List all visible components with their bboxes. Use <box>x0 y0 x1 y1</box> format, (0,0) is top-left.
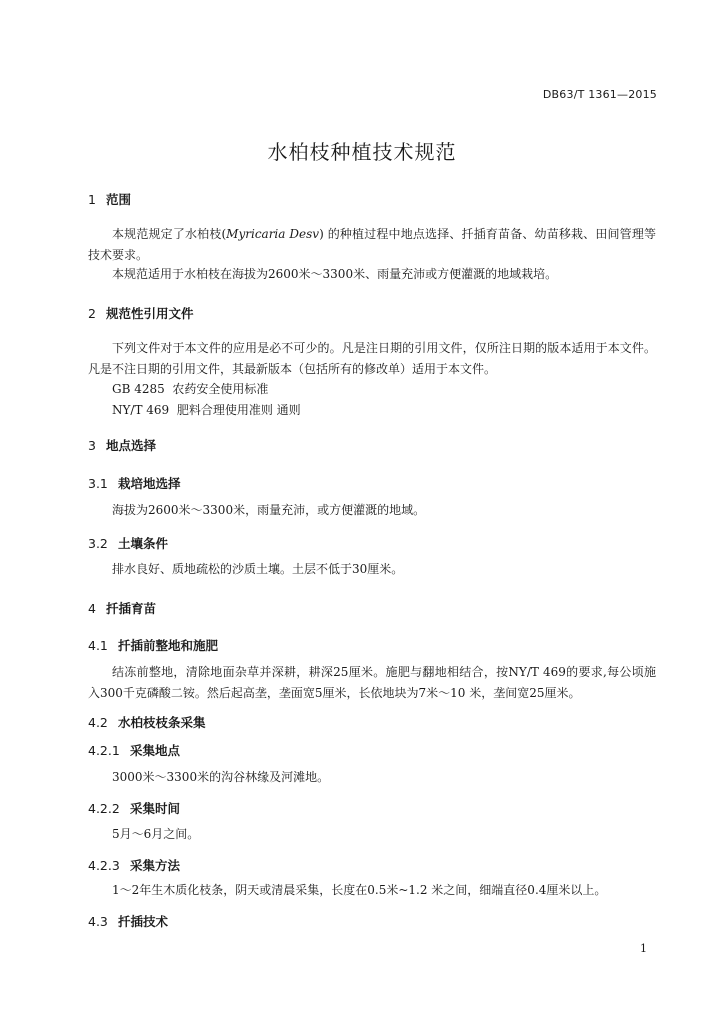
paragraph-3-2: 排水良好、质地疏松的沙质土壤。土层不低于30厘米。 <box>112 562 404 576</box>
section-number: 4.2.1 <box>88 743 120 758</box>
section-number: 4.3 <box>88 914 108 929</box>
subsection-heading-4-3 <box>88 912 168 930</box>
paragraph-references: 下列文件对于本文件的应用是必不可少的。凡是注日期的引用文件，仅所注日期的版本适用于本文件。凡是不注日期的引用文件，其最新版本（包括所有的修改单）适用于本文件。 <box>88 341 656 376</box>
section-title: 扦插育苗 <box>106 601 157 616</box>
section-title: 采集地点 <box>130 743 181 758</box>
section-title: 土壤条件 <box>118 536 169 551</box>
section-title: 采集时间 <box>130 801 181 816</box>
subsection-heading-4-2-2 <box>88 799 180 817</box>
section-number: 4 <box>88 601 96 616</box>
section-title: 规范性引用文件 <box>106 306 194 321</box>
section-number: 4.2.3 <box>88 858 120 873</box>
section-heading-3 <box>88 436 156 454</box>
section-title: 扦插技术 <box>118 914 169 929</box>
document-title: 水柏枝种植技术规范 <box>267 140 457 164</box>
paragraph-4-2-3: 1～2年生木质化枝条，阴天或清晨采集，长度在0.5米~1.2 米之间，细端直径0.4厘米以上。 <box>112 883 607 897</box>
section-title: 栽培地选择 <box>118 476 181 491</box>
section-number: 3.1 <box>88 476 108 491</box>
paragraph-3-1: 海拔为2600米～3300米，雨量充沛，或方便灌溉的地域。 <box>112 503 426 517</box>
section-number: 3 <box>88 438 96 453</box>
scope-text-before: 本规范规定了水柏枝( <box>112 227 227 241</box>
paragraph-scope-2: 本规范适用于水柏枝在海拔为2600米～3300米、雨量充沛或方便灌溉的地域栽培。 <box>112 267 558 281</box>
section-title: 地点选择 <box>106 438 157 453</box>
reference-item-2: NY/T 469 肥料合理使用准则 通则 <box>112 403 301 417</box>
reference-item-1: GB 4285 农药安全使用标准 <box>112 382 269 396</box>
paragraph-4-1: 结冻前整地，清除地面杂草并深耕，耕深25厘米。施肥与翻地相结合，按NY/T 469的要求,每公顷施入300千克磷酸二铵。然后起高垄，垄面宽5厘米，长依地块为7米～10 米，垄间宽25厘米。 <box>88 665 656 700</box>
section-number: 4.2 <box>88 715 108 730</box>
paragraph-scope-1 <box>88 224 656 266</box>
section-number: 1 <box>88 192 96 207</box>
section-number: 4.1 <box>88 638 108 653</box>
subsection-heading-4-2 <box>88 713 206 731</box>
section-number: 3.2 <box>88 536 108 551</box>
subsection-heading-3-2 <box>88 534 168 552</box>
subsection-heading-3-1 <box>88 474 181 492</box>
section-title: 采集方法 <box>130 858 181 873</box>
page-number: 1 <box>640 942 647 955</box>
section-heading-1 <box>88 190 131 208</box>
latin-name: Myricaria Desv <box>226 227 320 241</box>
scope-text-after: ) 的种植过程中地点选择、扦插育苗备、幼苗移栽、田间管理等技术要求。 <box>88 227 657 262</box>
section-heading-4 <box>88 599 156 617</box>
section-title: 扦插前整地和施肥 <box>118 638 219 653</box>
section-title: 范围 <box>106 192 132 207</box>
section-number: 2 <box>88 306 96 321</box>
subsection-heading-4-2-3 <box>88 856 180 874</box>
paragraph-4-2-2: 5月～6月之间。 <box>112 827 200 841</box>
paragraph-4-2-1: 3000米～3300米的沟谷林缘及河滩地。 <box>112 770 330 784</box>
section-heading-2 <box>88 304 194 322</box>
section-title: 水柏枝枝条采集 <box>118 715 206 730</box>
standard-code: DB63/T 1361—2015 <box>542 88 657 101</box>
subsection-heading-4-1 <box>88 636 218 654</box>
section-number: 4.2.2 <box>88 801 120 816</box>
subsection-heading-4-2-1 <box>88 741 180 759</box>
